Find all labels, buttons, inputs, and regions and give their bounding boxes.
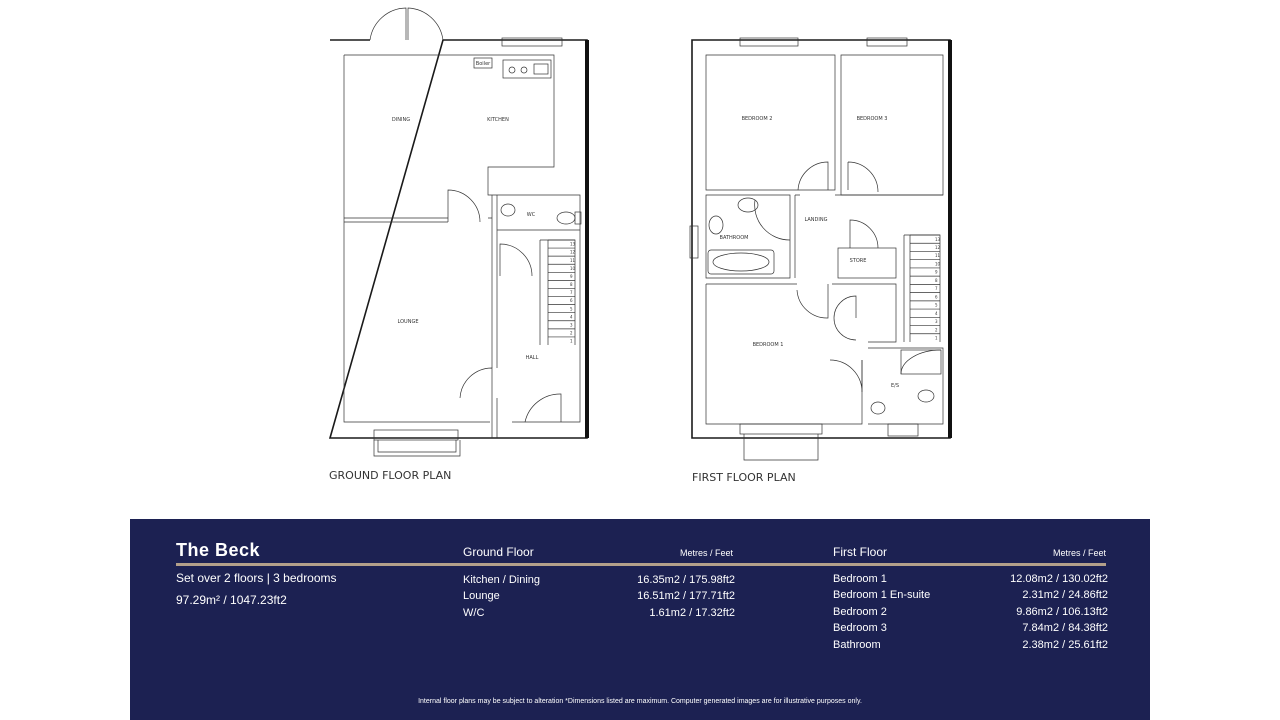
property-total-area: 97.29m² / 1047.23ft2 (176, 593, 287, 607)
first-floor-units: Metres / Feet (1052, 548, 1106, 558)
ground-stair-number: 2 (570, 330, 573, 336)
ground-stair-number: 10 (570, 265, 576, 271)
first-stair-number: 1 (935, 335, 938, 341)
room-name: Lounge (463, 590, 500, 603)
table-row (463, 607, 735, 623)
first-stair-number: 12 (935, 244, 941, 250)
ground-stair-number: 3 (570, 322, 573, 328)
room-label-hall: HALL (525, 355, 539, 361)
first-floor-plan-title: FIRST FLOOR PLAN (692, 471, 796, 484)
property-name: The Beck (176, 540, 261, 560)
ground-stair-number: 1 (570, 338, 573, 344)
room-label-kitchen: KITCHEN (487, 117, 509, 123)
table-row (833, 589, 1108, 605)
first-stair-number: 13 (935, 236, 941, 242)
table-row (463, 590, 735, 606)
first-stair-number: 10 (935, 261, 941, 267)
table-row (833, 573, 1108, 589)
first-stair-number: 5 (935, 302, 938, 308)
ground-stair-number: 7 (570, 290, 573, 296)
first-stair-number: 6 (935, 294, 938, 300)
room-label-landing: LANDING (804, 217, 828, 223)
room-label-lounge: LOUNGE (397, 319, 419, 325)
room-label-bedroom3: BEDROOM 3 (856, 116, 888, 122)
room-area: 16.51m2 / 177.71ft2 (637, 590, 735, 603)
divider-rule (176, 563, 1106, 566)
room-label-dining: DINING (391, 117, 411, 123)
room-label-es: E/S (890, 383, 900, 389)
ground-stair-number: 11 (570, 257, 576, 263)
room-name: Bedroom 1 En-suite (833, 589, 931, 602)
room-area: 7.84m2 / 84.38ft2 (1022, 622, 1108, 635)
first-floor-table (833, 573, 1108, 655)
ground-stair-number: 4 (570, 314, 573, 320)
first-floor-heading: First Floor (833, 545, 887, 559)
ground-floor-plan-title: GROUND FLOOR PLAN (329, 469, 452, 482)
ground-stair-number: 8 (570, 282, 573, 288)
ground-floor-heading: Ground Floor (463, 545, 534, 559)
first-stair-number: 4 (935, 310, 938, 316)
property-subtitle: Set over 2 floors | 3 bedrooms (176, 571, 337, 585)
room-area: 1.61m2 / 17.32ft2 (649, 606, 735, 619)
room-label-wc: WC (526, 212, 536, 218)
room-area: 12.08m2 / 130.02ft2 (1010, 573, 1108, 585)
first-stair-number: 11 (935, 253, 941, 259)
room-name: Bathroom (833, 638, 881, 651)
first-stair-number: 8 (935, 277, 938, 283)
first-stair-number: 9 (935, 269, 938, 275)
disclaimer: Internal floor plans may be subject to alteration *Dimensions listed are maximum. Computer generated images are for illustrative purposes only. (418, 698, 862, 705)
summary-panel (130, 519, 1150, 720)
room-name: Bedroom 2 (833, 605, 887, 618)
first-stair-number: 2 (935, 327, 938, 333)
room-name: Bedroom 1 (833, 573, 887, 585)
ground-floor-plan (330, 8, 587, 456)
room-label-bedroom1: BEDROOM 1 (752, 342, 784, 348)
ground-stair-number: 13 (570, 241, 576, 247)
first-stair-number: 7 (935, 286, 938, 292)
ground-floor-table (463, 574, 735, 623)
ground-floor-units: Metres / Feet (679, 548, 733, 558)
table-row (463, 574, 735, 590)
table-row (833, 639, 1108, 655)
room-label-store: STORE (849, 258, 867, 264)
first-stair-number: 3 (935, 319, 938, 325)
ground-stair-number: 5 (570, 306, 573, 312)
room-label-bedroom2: BEDROOM 2 (741, 116, 773, 122)
ground-stair-number: 9 (570, 273, 573, 279)
table-row (833, 622, 1108, 638)
room-name: Bedroom 3 (833, 622, 887, 635)
room-area: 9.86m2 / 106.13ft2 (1016, 605, 1108, 618)
room-name: Kitchen / Dining (463, 574, 541, 586)
room-area: 2.38m2 / 25.61ft2 (1022, 638, 1108, 651)
room-label-bathroom: BATHROOM (719, 235, 749, 241)
ground-stair-number: 12 (570, 249, 576, 255)
room-name: W/C (463, 606, 485, 619)
boiler-label: Boiler (475, 61, 491, 67)
room-area: 2.31m2 / 24.86ft2 (1022, 589, 1108, 602)
room-area: 16.35m2 / 175.98ft2 (637, 574, 735, 586)
first-floor-plan (690, 38, 950, 460)
ground-stairs (540, 240, 576, 345)
table-row (833, 606, 1108, 622)
first-stairs (904, 235, 941, 342)
ground-stair-number: 6 (570, 298, 573, 304)
